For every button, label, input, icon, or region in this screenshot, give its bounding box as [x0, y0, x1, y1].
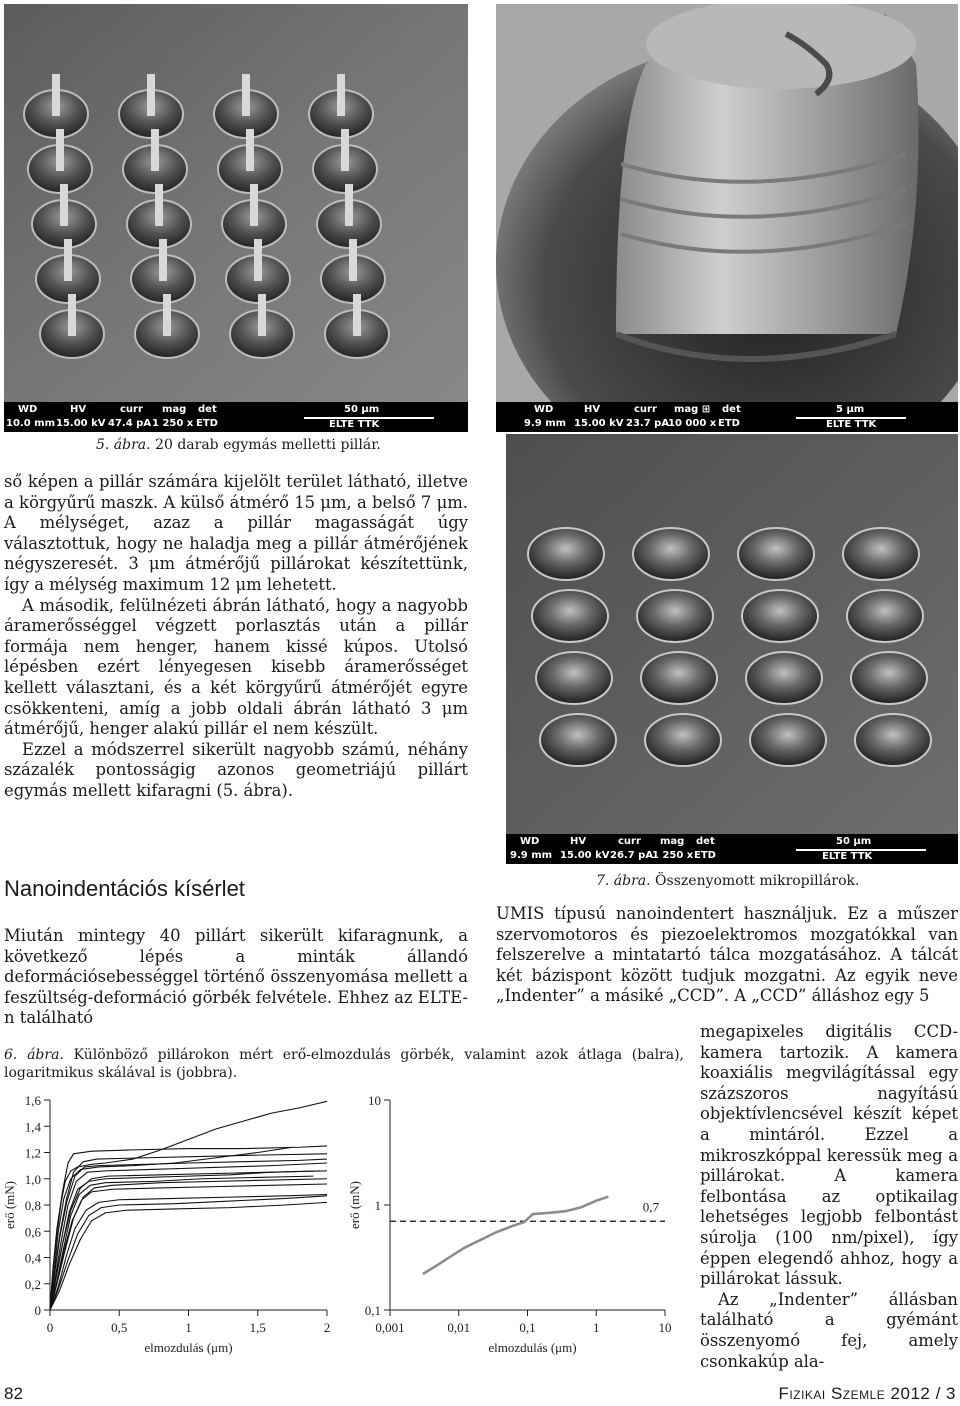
- average-curve-line: [423, 1197, 609, 1274]
- info-mag: 10 000 x: [668, 418, 717, 429]
- caption-label: 5. ábra.: [96, 437, 151, 453]
- info-scale: 5 µm: [836, 404, 865, 415]
- sem-pillar: [246, 129, 254, 171]
- sem-hole: [540, 714, 616, 766]
- x-tick-label: 0,001: [375, 1320, 405, 1335]
- data-series-line: [50, 1195, 327, 1311]
- info-scale: 50 µm: [836, 836, 872, 847]
- section-heading: Nanoindentációs kísérlet: [4, 876, 245, 901]
- info-mag-label: mag: [660, 836, 685, 847]
- x-tick-label: 0,5: [111, 1320, 128, 1335]
- sem-hole: [746, 652, 822, 704]
- x-tick-label: 10: [658, 1320, 672, 1335]
- info-mag: 1 250 x: [652, 850, 694, 861]
- y-tick-label: 0,4: [24, 1250, 41, 1266]
- sem-pillar: [337, 74, 345, 116]
- x-axis-label: elmozdulás (μm): [488, 1340, 577, 1355]
- sem-hole: [532, 590, 608, 642]
- info-hv-label: HV: [570, 836, 587, 847]
- data-series-line: [50, 1146, 327, 1310]
- x-tick-label: 1,5: [249, 1320, 266, 1335]
- sem-hole: [645, 714, 721, 766]
- info-mag: 1 250 x: [152, 418, 194, 429]
- sem-pillar: [52, 74, 60, 116]
- info-curr-label: curr: [120, 404, 143, 415]
- pillar-closeup-info-bar: [496, 402, 958, 432]
- info-det-label: det: [198, 404, 217, 415]
- right-column-text-narrow: [700, 1022, 958, 1372]
- y-axis-label: erő (mN): [2, 1180, 17, 1230]
- info-curr: 26.7 pA: [610, 850, 654, 861]
- x-tick-label: 0,1: [519, 1320, 536, 1335]
- pillar-closeup-graphic: [496, 4, 958, 402]
- figure7-pillar-array-graphic: [506, 434, 958, 834]
- paragraph: UMIS típusú nanoindentert használjuk. Ez a műszer szervomotoros és piezoelektromos mozgatókkal van felszerelve a mintatartó tálca mozgatásához. A tálcát két bázispont között tudjuk mozgatni. Az egyik neve „Indenter” a másiké „CCD”. A „CCD” álláshoz egy 5: [496, 904, 958, 1006]
- y-tick-label: 1,4: [24, 1119, 41, 1135]
- sem-pillar: [250, 184, 258, 226]
- sem-pillar: [163, 294, 171, 336]
- paragraph: ső képen a pillár számára kijelölt terület látható, illetve a körgyűrű maszk. A külső átmérő 15 μm, a belső 7 μm. A mélységet, azaz a pillár magasságát úgy választottuk, hogy ne haladja meg a pillár átmérőjének négyszeresét. 3 μm átmérőjű pillárokat készítettünk, így a mélység maximum 12 μm lehetett.: [4, 472, 468, 594]
- x-tick-label: 1: [185, 1320, 192, 1335]
- y-tick-label: 1,6: [24, 1093, 41, 1108]
- sem-pillar: [68, 294, 76, 336]
- info-org: ELTE TTK: [822, 851, 873, 862]
- caption-text: Összenyomott mikropillárok.: [650, 873, 860, 889]
- caption-label: 6. ábra.: [4, 1047, 64, 1063]
- info-hv-label: HV: [584, 404, 601, 415]
- x-tick-label: 0,01: [447, 1320, 471, 1335]
- y-tick-label: 1: [374, 1198, 381, 1213]
- sem-hole: [742, 590, 818, 642]
- y-tick-label: 0,1: [364, 1303, 381, 1318]
- journal-issue: 2012 / 3: [890, 1384, 956, 1403]
- sem-pillar: [60, 184, 68, 226]
- info-det: ETD: [196, 418, 218, 429]
- info-hv: 15.00 kV: [560, 850, 610, 861]
- y-tick-label: 10: [368, 1093, 381, 1108]
- y-tick-label: 0,2: [24, 1276, 41, 1292]
- info-wd-label: WD: [520, 836, 540, 847]
- figure5-caption: [96, 436, 381, 454]
- sem-hole: [633, 528, 709, 580]
- figure5-pillar-array-graphic: [4, 4, 468, 402]
- force-displacement-log-chart: [345, 1090, 685, 1364]
- paragraph: Miután mintegy 40 pillárt sikerült kifaragnunk, a következő lépés a minták állandó deformációsebességgel történő összenyomása mellett a feszültség-deformáció görbék felvétele. Ehhez az ELTE-n található: [4, 926, 468, 1028]
- caption-label: 7. ábra.: [596, 873, 651, 889]
- journal-name: [779, 1384, 956, 1404]
- page-number: 82: [4, 1384, 23, 1403]
- info-wd: 10.0 mm: [6, 418, 55, 429]
- sem-pillar: [242, 74, 250, 116]
- sem-pillar: [349, 239, 357, 281]
- y-tick-label: 0: [34, 1303, 41, 1318]
- y-tick-label: 0,6: [24, 1224, 41, 1240]
- sem-hole: [847, 590, 923, 642]
- sem-pillar: [258, 294, 266, 336]
- sem-hole: [528, 528, 604, 580]
- figure7-caption: [596, 872, 859, 890]
- sem-pillar: [159, 239, 167, 281]
- info-det: ETD: [694, 850, 716, 861]
- sem-hole: [641, 652, 717, 704]
- left-column-text: [4, 472, 468, 802]
- sem-hole: [851, 652, 927, 704]
- info-hv: 15.00 kV: [56, 418, 106, 429]
- info-curr-label: curr: [634, 404, 657, 415]
- data-series-line: [50, 1196, 327, 1310]
- caption-text: 20 darab egymás melletti pillár.: [150, 437, 381, 453]
- pillar-closeup-sem-image: [496, 4, 958, 432]
- paragraph: megapixeles digitális CCD-kamera tartozik. A kamera koaxiális megvilágítással egy százszoros nagyítású objektívlencsével készít képet a mintáról. Ezzel a mikroszkóppal keressük meg a pillárokat. A kamera felbontása az optikailag lehetséges legjobb felbontást súrolja (100 nm/pixel), így éppen elegendő ahhoz, hogy a pillárokat lássuk.: [700, 1022, 958, 1289]
- info-hv-label: HV: [70, 404, 87, 415]
- y-tick-label: 0,8: [24, 1198, 41, 1213]
- info-mag-label: mag ⊞: [674, 404, 711, 415]
- sem-pillar: [341, 129, 349, 171]
- paragraph: Az „Indenter” állásban található a gyémánt összenyomó fej, amely csonkakúp ala-: [700, 1289, 958, 1371]
- journal-title: Fizikai Szemle: [778, 1384, 886, 1403]
- info-scale: 50 µm: [344, 404, 380, 415]
- sem-pillar: [56, 129, 64, 171]
- x-tick-label: 0: [46, 1320, 54, 1335]
- sem-hole: [855, 714, 931, 766]
- sem-pillar: [353, 294, 361, 336]
- figure5-sem-image: [4, 4, 468, 432]
- data-series-line: [50, 1202, 327, 1310]
- y-tick-label: 1,0: [24, 1171, 41, 1187]
- info-det-label: det: [696, 836, 715, 847]
- x-tick-label: 1: [593, 1320, 600, 1335]
- figure5-info-bar: [4, 402, 468, 432]
- paragraph: A második, felülnézeti ábrán látható, hogy a nagyobb áramerősséggel végzett porlasztás után a pillár formája nem henger, hanem kissé kúpos. Utolsó lépésben ezért lényegesen kisebb áramerősséget kellett választani, és a két körgyűrű átmérőjét egyre csökkenteni, amíg a jobb oldali ábrán látható 3 μm átmérőjű, henger alakú pillár el nem készült.: [4, 595, 468, 739]
- sem-pillar: [147, 74, 155, 116]
- figure7-info-bar: [506, 834, 958, 864]
- data-series-line: [50, 1101, 327, 1310]
- sem-pillar: [151, 129, 159, 171]
- info-wd-label: WD: [534, 404, 554, 415]
- x-axis-label: elmozdulás (μm): [144, 1340, 233, 1355]
- sem-pillar: [64, 239, 72, 281]
- info-wd: 9.9 mm: [510, 850, 553, 861]
- info-det: ETD: [718, 418, 740, 429]
- sem-hole: [738, 528, 814, 580]
- info-org: ELTE TTK: [826, 419, 877, 430]
- info-mag-label: mag: [162, 404, 187, 415]
- info-curr: 23.7 pA: [626, 418, 670, 429]
- info-curr: 47.4 pA: [108, 418, 152, 429]
- sem-pillar: [155, 184, 163, 226]
- info-curr-label: curr: [618, 836, 641, 847]
- sem-hole: [536, 652, 612, 704]
- info-wd: 9.9 mm: [524, 418, 567, 429]
- info-hv: 15.00 kV: [574, 418, 624, 429]
- y-axis-label: erő (mN): [347, 1180, 362, 1230]
- sem-pillar: [254, 239, 262, 281]
- sem-hole: [750, 714, 826, 766]
- paragraph: Ezzel a módszerrel sikerült nagyobb számú, néhány százalék pontosságig azonos geometriájú pillárt egymás mellett kifaragni (5. ábra).: [4, 739, 468, 800]
- figure6-caption: [4, 1046, 684, 1082]
- y-tick-label: 1,2: [24, 1145, 41, 1161]
- force-displacement-chart: [0, 1090, 340, 1364]
- reference-line-label: 0,7: [642, 1199, 659, 1215]
- sem-pillar: [345, 184, 353, 226]
- info-det-label: det: [722, 404, 741, 415]
- sem-hole: [843, 528, 919, 580]
- x-tick-label: 2: [323, 1320, 331, 1335]
- info-wd-label: WD: [18, 404, 38, 415]
- figure7-sem-image: [506, 434, 958, 864]
- left-column-text-2: [4, 926, 468, 1029]
- caption-text: Különböző pillárokon mért erő-elmozdulás görbék, valamint azok átlaga (balra), logaritmikus skálával is (jobbra).: [4, 1047, 685, 1081]
- right-column-text: [496, 904, 958, 1007]
- sem-hole: [637, 590, 713, 642]
- info-org: ELTE TTK: [329, 419, 380, 430]
